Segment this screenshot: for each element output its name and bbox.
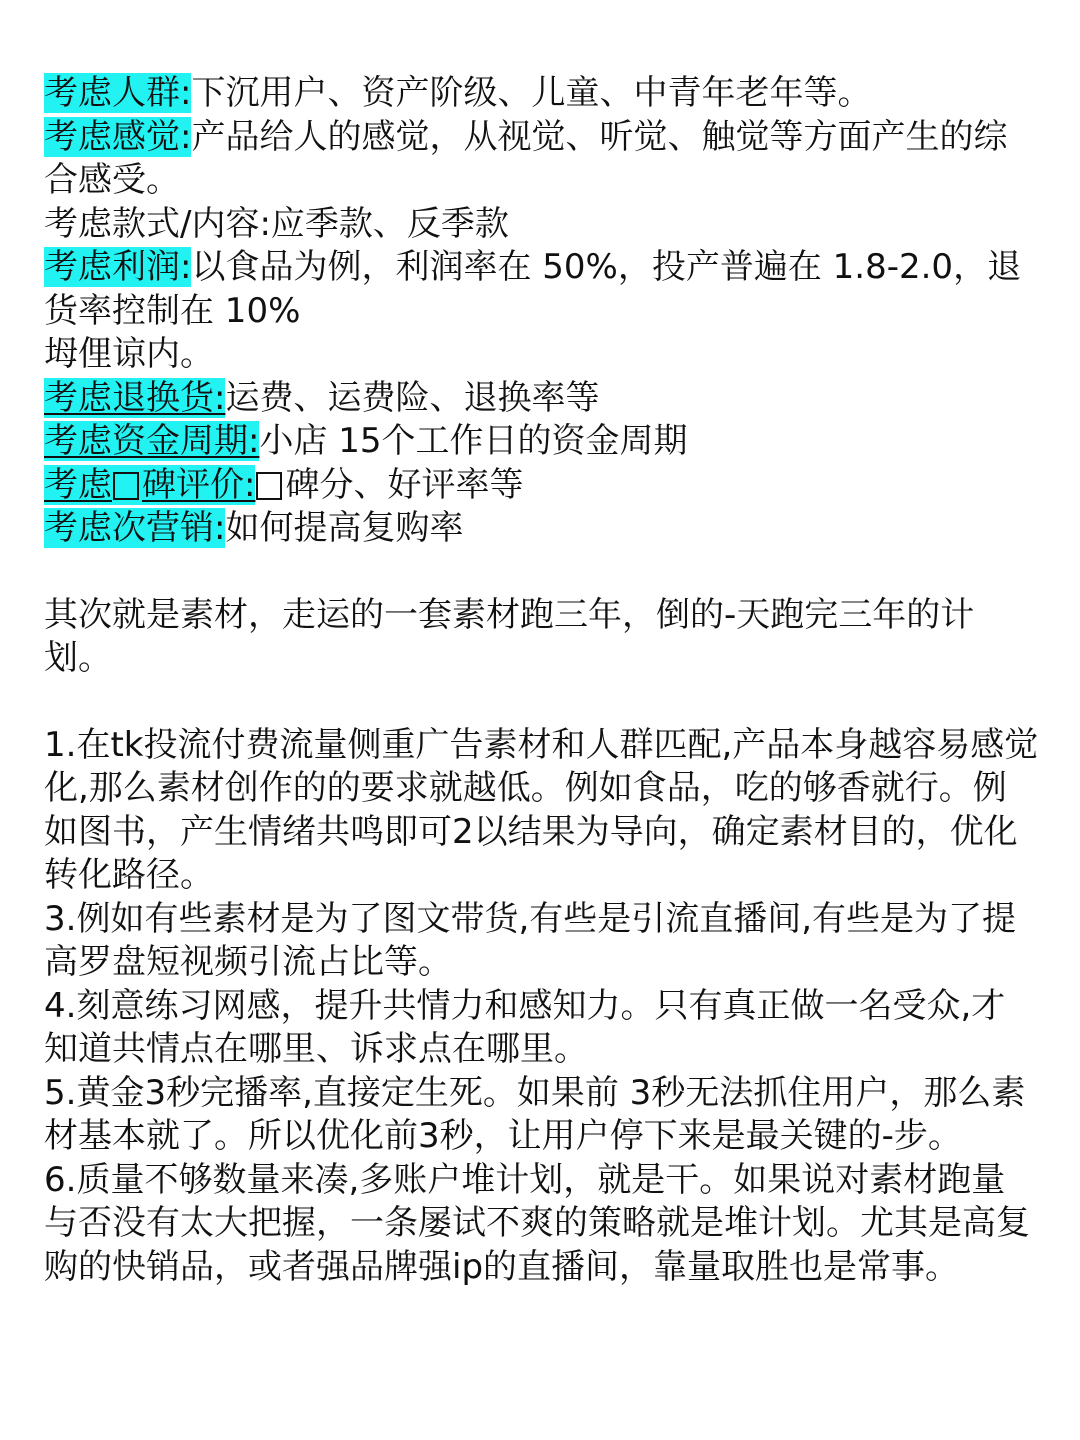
text-profit: 以食品为例，利润率在 50%，投产普遍在 1.8-2.0，退货率控制在 10% [44, 247, 1022, 331]
consideration-crowd [44, 72, 1039, 116]
text-garbled: 坶俚谅内。 [44, 334, 214, 374]
spacer [44, 551, 1039, 594]
label-reputation [44, 465, 255, 505]
point-item: 1.在tk投流付费流量侧重广告素材和人群匹配,产品本身越容易感觉化,那么素材创作的的要求就越低。例如食品，吃的够香就行。例如图书，产生情绪共鸣即可2以结果为导向，确定素材目的，优化转化路径。 [44, 724, 1039, 895]
spacer [44, 681, 1039, 724]
label-crowd: 考虑人群: [44, 73, 192, 113]
label-profit: 考虑利润: [44, 247, 192, 287]
missing-glyph-icon [256, 472, 282, 500]
material-intro: 其次就是素材，走运的一套素材跑三年，倒的-天跑完三年的计划。 [44, 594, 975, 678]
text-feeling: 产品给人的感觉，从视觉、听觉、触觉等方面产生的综合感受。 [44, 116, 1008, 200]
label-remarketing: 考虑次营销: [44, 508, 226, 548]
point-item: 5.黄金3秒完播率,直接定生死。如果前 3秒无法抓住用户，那么素材基本就了。所以优化前3秒，让用户停下来是最关键的-步。 [44, 1072, 1026, 1156]
label-reputation-b: 碑评价: [142, 464, 256, 505]
text-capital: 小店 15个工作日的资金周期 [259, 421, 688, 461]
consideration-reputation [44, 464, 1039, 508]
consideration-returns [44, 377, 1039, 421]
label-feeling: 考虑感觉: [44, 116, 192, 157]
consideration-capital [44, 420, 1039, 464]
text-returns: 运费、运费险、退换率等 [225, 377, 600, 418]
point-item: 3.例如有些素材是为了图文带货,有些是引流直播间,有些是为了提高罗盘短视频引流占比等。 [44, 898, 1017, 982]
document-body [44, 72, 1039, 1289]
label-returns: 考虑退换货: [44, 377, 226, 418]
label-reputation-a: 考虑 [44, 464, 112, 505]
consideration-remarketing [44, 507, 1039, 551]
point-item: 4.刻意练习网感，提升共情力和感知力。只有真正做一名受众,才知道共情点在哪里、诉求点在哪里。 [44, 985, 1006, 1069]
consideration-feeling [44, 116, 1039, 203]
text-style: 考虑款式/内容:应季款、反季款 [44, 203, 509, 244]
text-reputation: 碑分、好评率等 [285, 464, 524, 505]
text-remarketing: 如何提高复购率 [225, 508, 464, 548]
consideration-profit [44, 246, 1039, 333]
consideration-style [44, 203, 1039, 247]
label-capital: 考虑资金周期: [44, 421, 260, 461]
garbled-line [44, 333, 1039, 377]
point-item: 6.质量不够数量来凑,多账户堆计划，就是干。如果说对素材跑量与否没有太大把握，一条屡试不爽的策略就是堆计划。尤其是高复购的快销品，或者强品牌强ip的直播间，靠量取胜也是常事。 [44, 1159, 1030, 1287]
missing-glyph-icon [113, 472, 139, 500]
text-crowd: 下沉用户、资产阶级、儿童、中青年老年等。 [191, 73, 872, 113]
